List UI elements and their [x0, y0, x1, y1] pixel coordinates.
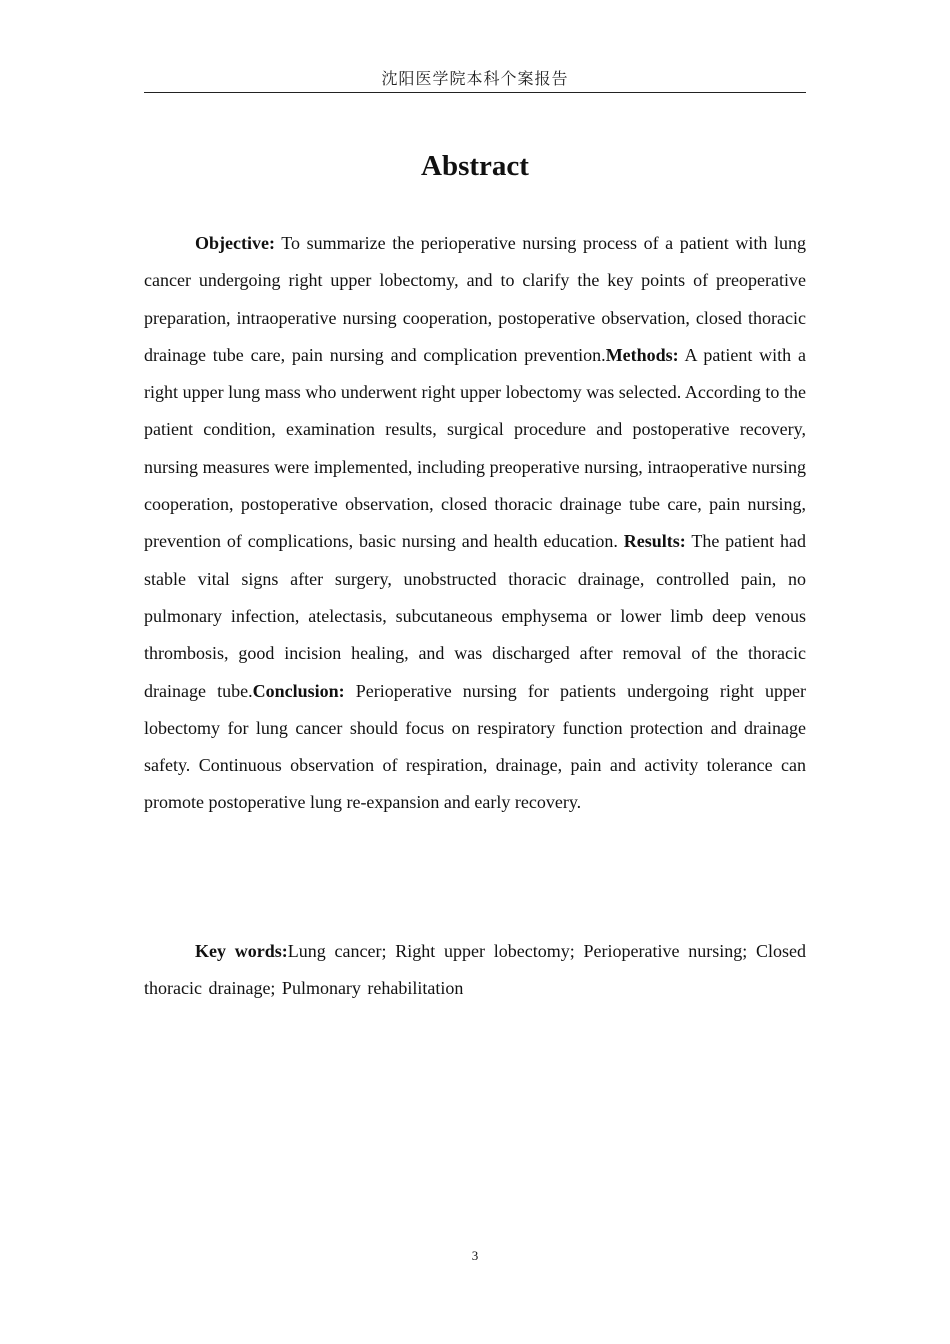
conclusion-text: Perioperative nursing for patients undergoing right upper lobectomy for lung cancer should focus on respiratory function protection and drainage safety. Continuous observation of respiration, drainage, pain and activity tolerance can promote postoperative lung re-expansion and early recovery.	[144, 680, 807, 813]
running-header: 沈阳医学院本科个案报告	[144, 68, 806, 93]
conclusion-label: Conclusion:	[252, 680, 345, 701]
page-title: Abstract	[421, 150, 529, 182]
keywords-text: Lung cancer; Right upper lobectomy; Perioperative nursing; Closed thoracic drainage; Pulmonary rehabilitation	[144, 941, 806, 999]
keywords-label: Key words:	[195, 941, 288, 961]
methods-label: Methods:	[605, 344, 679, 365]
abstract-paragraph	[144, 225, 806, 822]
objective-label: Objective:	[195, 233, 275, 253]
abstract-body	[144, 225, 806, 822]
results-text: The patient had stable vital signs after surgery, unobstructed thoracic drainage, controlled pain, no pulmonary infection, atelectasis, subcutaneous emphysema or lower limb deep venous thrombosis, good incision healing, and was discharged after removal of the thoracic drainage tube.	[144, 531, 806, 701]
results-label: Results:	[623, 531, 686, 552]
objective-text: To summarize the perioperative nursing process of a patient with lung cancer undergoing right upper lobectomy, and to clarify the key points of preoperative preparation, intraoperative nursing cooperation, postoperative observation, closed thoracic drainage tube care, pain nursing and complication prevention.	[144, 233, 806, 365]
methods-text: A patient with a right upper lung mass who underwent right upper lobectomy was selected. According to the patient condition, examination results, surgical procedure and postoperative recovery, nursing measures were implemented, including preoperative nursing, intraoperative nursing cooperation, postoperative observation, closed thoracic drainage tube care, pain nursing, prevention of complications, basic nursing and health education.	[144, 344, 807, 552]
keywords-paragraph	[144, 933, 806, 1008]
page-number: 3	[471, 1248, 479, 1263]
